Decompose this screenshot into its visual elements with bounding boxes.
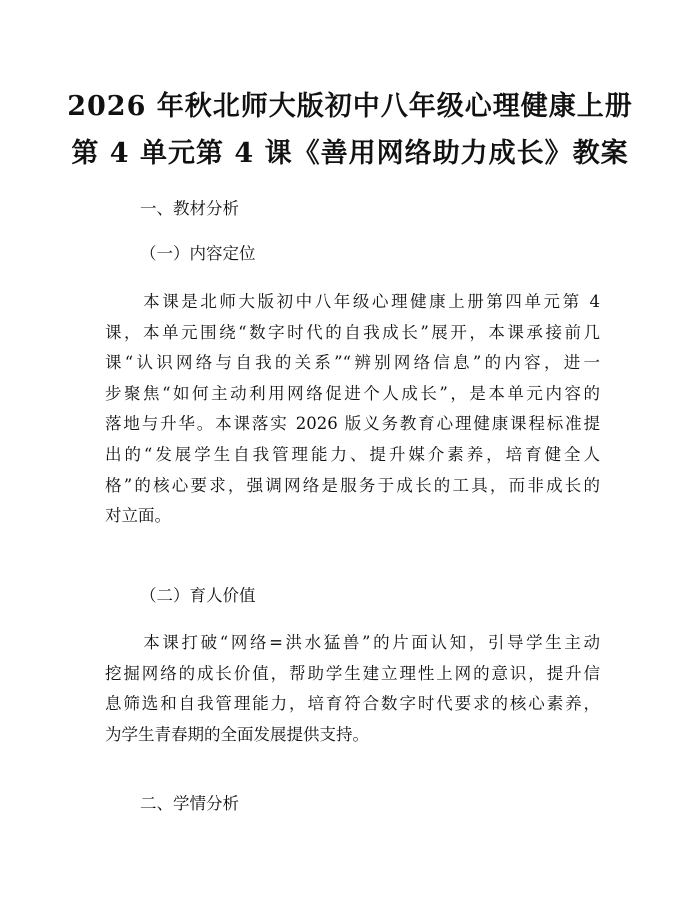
document-title-line-2: 第 4 单元第 4 课《善用网络助力成长》教案 [71, 138, 629, 169]
section-heading-textbook-analysis: 一、教材分析 [140, 199, 239, 218]
paragraph-line: 步聚焦“如何主动利用网络促进个人成长”，是本单元内容的 [105, 383, 600, 403]
paragraph-line: 出的“发展学生自我管理能力、提升媒介素养，培育健全人 [105, 444, 600, 464]
subsection-heading-content-position: （一）内容定位 [140, 244, 256, 263]
paragraph-line: 落地与升华。本课落实 2026 版义务教育心理健康课程标准提 [105, 414, 600, 434]
paragraph-line: 对立面。 [105, 506, 171, 526]
paragraph-line: 本课打破“网络=洪水猛兽”的片面认知，引导学生主动 [105, 633, 600, 652]
subsection-heading-educational-value: （二）育人价值 [140, 586, 256, 605]
paragraph-line: 本课是北师大版初中八年级心理健康上册第四单元第 4 [105, 292, 600, 311]
document-title-line-1: 2026 年秋北师大版初中八年级心理健康上册 [67, 91, 633, 122]
paragraph-line: 息筛选和自我管理能力，培育符合数字时代要求的核心素养， [105, 694, 600, 714]
paragraph-line: 课“认识网络与自我的关系”“辨别网络信息”的内容，进一 [105, 353, 600, 373]
paragraph-line: 格”的核心要求，强调网络是服务于成长的工具，而非成长的 [105, 475, 600, 495]
paragraph-educational-value [105, 628, 600, 750]
paragraph-content-position [105, 287, 600, 532]
section-heading-student-analysis: 二、学情分析 [140, 794, 239, 813]
paragraph-line: 挖掘网络的成长价值，帮助学生建立理性上网的意识，提升信 [105, 663, 600, 683]
paragraph-line: 课，本单元围绕“数字时代的自我成长”展开，本课承接前几 [105, 322, 600, 342]
paragraph-line: 为学生青春期的全面发展提供支持。 [105, 724, 369, 744]
